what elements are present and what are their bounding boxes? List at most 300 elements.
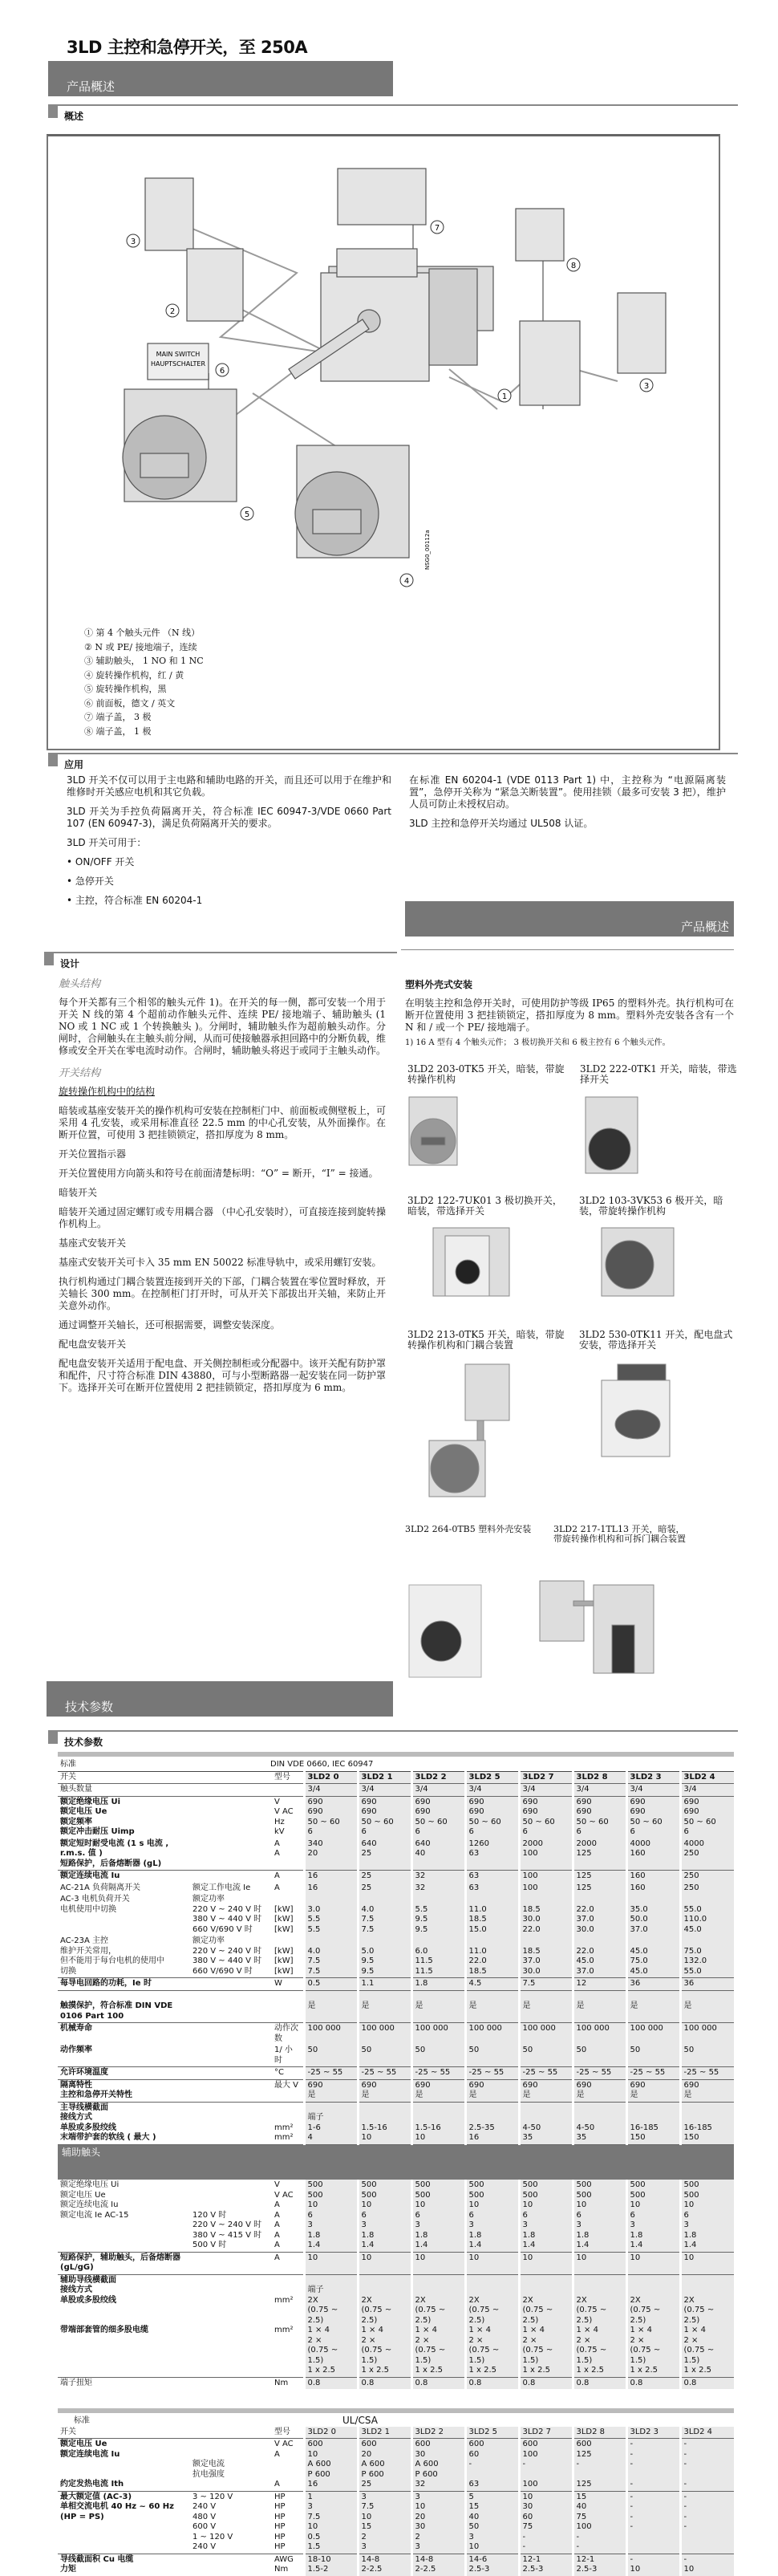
row-label: 开关 <box>60 2427 76 2436</box>
design-paragraph: 暗装开关通过固定螺钉或专用耦合器 （中心孔安装时），可直接连接到旋转操作机构上。 <box>59 1206 386 1229</box>
design-paragraph: 执行机构通过门耦合装置连接到开关的下部，门耦合装置在零位置时释放，开关轴长 300 mm。在控制柜门打开时，可从开关下部拔出开关轴，来防止开关意外动作。 <box>59 1276 387 1311</box>
table-cell: 160 <box>626 1883 680 1895</box>
table-cell: 50 <box>304 2045 358 2067</box>
plastic-enclosure-column <box>405 977 734 1047</box>
callout-3-left <box>127 234 140 247</box>
section-heading-overview: 概述 <box>48 104 738 120</box>
table-row <box>58 1796 734 1839</box>
product-caption: 3LD2 122-7UK01 3 极切换开关，暗装，带选择开关 <box>407 1195 562 1217</box>
table-cell: 10 30 60 75 - - <box>519 2491 573 2554</box>
table-cell: 3LD2 1 <box>358 2427 411 2439</box>
row-label: 额定短时耐受电流 (1 s 电流 , r.m.s. 值 ) 短路保护，后备熔断器 (gL) <box>60 1839 169 1868</box>
application-paragraph: 3LD 开关不仅可以用于主电路和辅助电路的开关，而且还可以用于在维护和维修时开关感应电机和其它负载。 <box>67 774 391 798</box>
legend-item: ⑧ 端子盖， 1 极 <box>84 725 152 737</box>
table-cell: 22.0 45.0 37.0 <box>573 1936 626 1978</box>
table-row <box>58 2023 734 2046</box>
table-cell: -25 ~ 55 <box>411 2067 465 2080</box>
row-unit <box>272 1784 304 1797</box>
row-sublabel <box>190 1839 272 1871</box>
product-photo-2 <box>586 1097 638 1173</box>
row-sublabel <box>190 2554 272 2576</box>
table-cell: 6.0 11.5 11.5 <box>411 1936 465 1978</box>
design-paragraph: 配电盘安装开关适用于配电盘、开关侧控制柜或分配器中。该开关配有防护罩和配件，尺寸符合标准 DIN 43880，可与小型断路器一起安装在同一防护罩下。选择开关可在断开位置使用 2 把挂锁锁定，搭扣厚度为 6 mm。 <box>59 1358 387 1393</box>
table-cell: - 10 <box>680 2554 734 2576</box>
table-cell: - - - - <box>680 2491 734 2554</box>
table-row <box>58 2274 734 2377</box>
table-cell: 3/4 <box>411 1784 465 1797</box>
table-cell: 18-10 1.5-2 <box>304 2554 358 2576</box>
row-label: 额定连续电流 Iu <box>58 1871 190 1883</box>
callout-8 <box>567 258 580 271</box>
row-unit: W <box>272 1978 304 1991</box>
subheading-indicator: 开关位置指示器 <box>59 1148 127 1160</box>
row-unit: [kW] [kW] [kW] <box>274 1946 294 1976</box>
svg-text:3: 3 <box>643 382 650 391</box>
row-label: 隔离特性 主控和急停开关特性 <box>58 2079 190 2102</box>
table-cell: 3LD2 4 <box>680 1771 734 1784</box>
table-cell: 0.8 <box>411 2377 465 2389</box>
table-cell: 500 500 10 6 3 1.8 1.4 <box>680 2180 734 2252</box>
table-cell: 2X (0.75 ~ 2.5) 1 × 4 2 × (0.75 ~ 1.5) 1 x 2.5 <box>411 2274 465 2377</box>
table-cell: 4-50 35 <box>573 2102 626 2144</box>
callout-3-right <box>640 379 653 392</box>
table-cell: 50 <box>411 2045 465 2067</box>
table-cell: 4-50 35 <box>519 2102 573 2144</box>
table-cell: 3LD2 5 <box>465 1771 519 1784</box>
label-plate-text-1: MAIN SWITCH <box>156 351 201 358</box>
table-cell: 100 000 <box>680 2023 734 2046</box>
table-cell: 600 100 - 100 <box>519 2439 573 2492</box>
callout-5 <box>241 507 253 520</box>
table-row <box>58 1894 734 1936</box>
table-cell: - 10 <box>626 2554 680 2576</box>
table-cell: 690 690 50 ~ 60 6 <box>519 1796 573 1839</box>
table-cell: 50 <box>680 2045 734 2067</box>
table-cell: 14-8 2-2.5 <box>358 2554 411 2576</box>
row-unit: V V AC A A A A A <box>274 2180 294 2249</box>
table-row <box>58 2554 734 2576</box>
table-row <box>58 2491 734 2554</box>
table-cell: 3LD2 5 <box>465 2427 519 2439</box>
table-cell: 18.5 37.0 30.0 <box>519 1936 573 1978</box>
table-cell: 1.5-16 10 <box>411 2102 465 2144</box>
table-cell: 3/4 <box>680 1784 734 1797</box>
table-cell: - - - - <box>680 2439 734 2492</box>
table-cell: 250 <box>680 1883 734 1895</box>
row-sublabel <box>190 1871 272 1883</box>
table-cell: 2X (0.75 ~ 2.5) 1 × 4 2 × (0.75 ~ 1.5) 1 x 2.5 <box>626 2274 680 2377</box>
table-cell: 0.8 <box>573 2377 626 2389</box>
section-band-overview: 产品概述 <box>48 61 393 96</box>
drawing-id: NSG0_00112a <box>424 530 431 570</box>
table-cell: 3LD2 4 <box>680 2427 734 2439</box>
table-cell: 2X (0.75 ~ 2.5) 1 × 4 2 × (0.75 ~ 1.5) 1 x 2.5 <box>358 2274 411 2377</box>
table-cell: 4.5 <box>465 1978 519 1991</box>
table-cell: -25 ~ 55 <box>626 2067 680 2080</box>
table-cell: 4000 250 <box>680 1839 734 1871</box>
row-label: AC-23A 主控 维护开关常用， 但不能用于每台电机的使用中 切换 <box>60 1936 164 1976</box>
table-row-aux-heading <box>58 2144 734 2180</box>
row-label: 触头数量 <box>58 1784 190 1797</box>
table-cell: 690 是 <box>680 2079 734 2102</box>
row-label: 触摸保护，符合标准 DIN VDE 0106 Part 100 <box>58 1990 190 2023</box>
table-cell: 690 是 <box>411 2079 465 2102</box>
design-paragraph: 开关位置使用方向箭头和符号在前面清楚标明：“O” = 断开，“I” = 接通。 <box>59 1168 379 1179</box>
application-paragraph: 3LD 开关为手控负荷隔离开关，符合标准 IEC 60947-3/VDE 0660 Part 107 (EN 60947-3)，满足负荷隔离开关的要求。 <box>67 806 391 829</box>
product-photo-4 <box>602 1228 674 1296</box>
application-paragraph: 在标准 EN 60204-1 (VDE 0113 Part 1) 中，主控称为 “电源隔离装置”，急停开关称为 “紧急关断装置”。使用挂锁（最多可安装 3 把），维护人员可防止未授权启动。 <box>409 774 726 810</box>
row-unit: 动作次 数 <box>272 2023 304 2046</box>
bullet-item: • 主控，符合标准 EN 60204-1 <box>67 895 203 906</box>
table-cell: 3LD2 3 <box>626 1771 680 1784</box>
table-cell: 0.8 <box>519 2377 573 2389</box>
design-paragraph: 在明装主控和急停开关时，可使用防护等级 IP65 的塑料外壳。执行机构可在断开位置使用 3 把挂锁锁定，搭扣厚度为 8 mm。塑料外壳安装各含有一个 N 和 / 或一个 PE/ 接地端子。 <box>405 997 734 1033</box>
table-cell: -25 ~ 55 <box>358 2067 411 2080</box>
table-cell: 0.8 <box>626 2377 680 2389</box>
table-cell: 2X (0.75 ~ 2.5) 1 × 4 2 × (0.75 ~ 1.5) 1 x 2.5 <box>519 2274 573 2377</box>
table-cell: 2.5-35 16 <box>465 2102 519 2144</box>
row-unit: A <box>272 1871 304 1883</box>
row-sublabel <box>190 1796 272 1839</box>
table-cell: 690 是 <box>573 2079 626 2102</box>
product-photo-1 <box>409 1097 457 1165</box>
row-sublabel: 额定工作电流 Ie <box>192 1883 251 1892</box>
table-cell: 2X (0.75 ~ 2.5) 1 × 4 2 × (0.75 ~ 1.5) 1 x 2.5 <box>465 2274 519 2377</box>
legend-item: ③ 辅助触头， 1 NO 和 1 NC <box>84 656 204 666</box>
product-photos <box>405 1087 734 1681</box>
table-cell: 3/4 <box>573 1784 626 1797</box>
table-cell: 32 <box>411 1871 465 1883</box>
bullet-item: • 急停开关 <box>67 876 114 887</box>
table-cell: 600 20 A 600 P 600 25 <box>358 2439 411 2492</box>
standard-value: UL/CSA <box>342 2415 378 2426</box>
svg-text:8: 8 <box>570 262 577 270</box>
table-cell: 55.0 110.0 45.0 <box>680 1894 734 1936</box>
table-cell: 10 <box>304 2252 358 2274</box>
table-cell: 50 <box>358 2045 411 2067</box>
table-cell: 10 <box>358 2252 411 2274</box>
table-cell: 160 <box>626 1871 680 1883</box>
subheading-contact: 触头结构 <box>59 978 101 990</box>
section-heading-design: 设计 <box>44 952 397 968</box>
table-cell: 50 <box>465 2045 519 2067</box>
legend-item: ① 第 4 个触头元件 （N 线） <box>84 628 201 638</box>
table-cell: 2X (0.75 ~ 2.5) 1 × 4 2 × (0.75 ~ 1.5) 1 x 2.5 <box>573 2274 626 2377</box>
spacer <box>304 2144 734 2180</box>
table-cell: 690 是 <box>519 2079 573 2102</box>
table-cell: 100 000 <box>465 2023 519 2046</box>
table-cell: - - - - <box>626 2439 680 2492</box>
table-cell: -25 ~ 55 <box>680 2067 734 2080</box>
row-unit: V V AC Hz kV <box>272 1796 304 1839</box>
row-sublabel <box>190 2079 272 2102</box>
svg-text:4: 4 <box>403 577 410 586</box>
row-label: 额定绝缘电压 Ui 额定电压 Ue 额定连续电流 Iu 额定电流 Ie AC-15 <box>60 2180 129 2220</box>
svg-text:6: 6 <box>219 367 225 376</box>
product-caption: 3LD2 213-0TK5 开关，暗装，带旋转操作机构和门耦合装置 <box>407 1329 565 1351</box>
table-row <box>58 2079 734 2102</box>
table-cell: 是 <box>465 1990 519 2023</box>
table-row <box>58 2252 734 2274</box>
table-cell: 125 <box>573 1871 626 1883</box>
table-cell: 600 10 A 600 P 600 16 <box>304 2439 358 2492</box>
row-sublabel <box>190 2102 272 2144</box>
table-cell: 500 500 10 6 3 1.8 1.4 <box>573 2180 626 2252</box>
application-left-column <box>67 774 391 914</box>
product-photo-5 <box>429 1364 509 1497</box>
table-cell: 3 7.5 10 15 2 3 <box>358 2491 411 2554</box>
row-unit: AWG Nm <box>272 2554 304 2576</box>
callout-1 <box>498 389 511 402</box>
table-cell: -25 ~ 55 <box>465 2067 519 2080</box>
table-row <box>58 1839 734 1871</box>
table-cell: 3/4 <box>626 1784 680 1797</box>
subheading-panel: 配电盘安装开关 <box>59 1339 127 1350</box>
table-cell: 100 000 <box>519 2023 573 2046</box>
subheading-flush: 暗装开关 <box>59 1187 98 1198</box>
table-cell: 100 000 <box>573 2023 626 2046</box>
table-cell: 3/4 <box>304 1784 358 1797</box>
table-cell: 1 3 7.5 10 0.5 1.5 <box>304 2491 358 2554</box>
table-cell: 690 是 <box>304 2079 358 2102</box>
label-plate-text-2: HAUPTSCHALTER <box>150 360 206 368</box>
standard-label: 标准 <box>60 1760 76 1769</box>
row-unit: A A <box>274 1839 280 1858</box>
table-cell: 1.8 <box>411 1978 465 1991</box>
table-cell: 端子 1-6 4 <box>304 2102 358 2144</box>
table-cell: 1.5-16 10 <box>358 2102 411 2144</box>
iec-spec-table <box>58 1757 734 2389</box>
design-column <box>59 975 386 1401</box>
standard-value: DIN VDE 0660, IEC 60947 <box>270 1760 374 1769</box>
row-unit: [kW] [kW] [kW] <box>274 1904 294 1934</box>
table-cell: 3LD2 0 <box>304 1771 358 1784</box>
standard-label: 标准 <box>74 2416 90 2425</box>
table-row <box>58 2045 734 2067</box>
table-row-standard <box>58 2413 734 2427</box>
table-cell: 是 <box>626 1990 680 2023</box>
row-unit: A <box>274 1883 280 1892</box>
table-cell: 14-8 2-2.5 <box>411 2554 465 2576</box>
table-cell: 3LD2 2 <box>411 2427 465 2439</box>
table-cell: 690 690 50 ~ 60 6 <box>626 1796 680 1839</box>
row-unit: HP HP HP HP HP HP <box>272 2491 304 2554</box>
table-cell: 5.5 9.5 9.5 <box>411 1894 465 1936</box>
table-cell: 690 690 50 ~ 60 6 <box>680 1796 734 1839</box>
bullet-item: • ON/OFF 开关 <box>67 856 135 867</box>
table-cell: 35.0 50.0 37.0 <box>626 1894 680 1936</box>
table-cell: 50 <box>573 2045 626 2067</box>
row-label: AC-21A 负荷隔离开关 <box>60 1883 140 1892</box>
application-paragraph: 3LD 主控和急停开关均通过 UL508 认证。 <box>409 818 594 829</box>
table-cell: -25 ~ 55 <box>304 2067 358 2080</box>
row-label: 短路保护，辅助触头，后备熔断器 (gL/gG) <box>58 2252 190 2274</box>
table-cell: 16-185 150 <box>626 2102 680 2144</box>
row-sublabel <box>190 2045 272 2067</box>
table-cell: 500 500 10 6 3 1.8 1.4 <box>519 2180 573 2252</box>
table-cell: 3/4 <box>519 1784 573 1797</box>
section-band-overview-right: 产品概述 <box>405 901 734 937</box>
table-cell: 2X (0.75 ~ 2.5) 1 × 4 2 × (0.75 ~ 1.5) 1 x 2.5 <box>680 2274 734 2377</box>
table-cell: 100 <box>519 1871 573 1883</box>
table-cell: 36 <box>626 1978 680 1991</box>
product-caption: 3LD2 217-1TL13 开关，暗装，带旋转操作机构和可拆门耦合装置 <box>553 1524 686 1544</box>
divider <box>401 949 734 950</box>
row-sublabel <box>190 1978 272 1991</box>
product-caption: 3LD2 222-0TK1 开关，暗装，带选择开关 <box>580 1063 737 1085</box>
table-cell: 10 <box>465 2252 519 2274</box>
section-heading-application: 应用 <box>48 753 738 769</box>
table-cell: 5 15 40 50 3 10 <box>465 2491 519 2554</box>
legend-item: ⑤ 旋转操作机构，黑 <box>84 684 167 694</box>
table-cell: 63 <box>465 1871 519 1883</box>
table-cell: 25 <box>358 1871 411 1883</box>
table-cell: 32 <box>411 1883 465 1895</box>
product-caption: 3LD2 530-0TK11 开关，配电盘式安装，带选择开关 <box>579 1329 733 1351</box>
subheading-switch: 开关结构 <box>59 1067 101 1079</box>
table-cell: 3LD2 7 <box>519 2427 573 2439</box>
svg-text:1: 1 <box>501 392 508 401</box>
table-cell: 45.0 75.0 45.0 <box>626 1936 680 1978</box>
table-cell: 3.0 5.5 5.5 <box>304 1894 358 1936</box>
legend-item: ② N 或 PE/ 接地端子，连续 <box>84 641 197 652</box>
table-cell: 100 000 <box>358 2023 411 2046</box>
table-cell: 500 500 10 6 3 1.8 1.4 <box>304 2180 358 2252</box>
table-cell: 640 40 <box>411 1839 465 1871</box>
table-cell: 640 25 <box>358 1839 411 1871</box>
row-unit: V AC A A <box>272 2439 304 2492</box>
row-unit: 1/ 小时 <box>274 2046 293 2065</box>
table-cell: 7.5 <box>519 1978 573 1991</box>
aux-contacts-heading: 辅助触头 <box>58 2144 304 2180</box>
table-cell: 端子 2X (0.75 ~ 2.5) 1 × 4 2 × (0.75 ~ 1.5) 1 x 2.5 <box>304 2274 358 2377</box>
table-cell: 690 690 50 ~ 60 6 <box>465 1796 519 1839</box>
table-row <box>58 2180 734 2252</box>
design-paragraph: 暗装或基座安装开关的操作机构可安装在控制柜门中、前面板或侧壁板上，可采用 4 孔安装，或采用标准直径 22.5 mm 的中心孔安装，从外面操作。在断开位置，可使用 3 把挂锁锁定，搭扣厚度为 8 mm。 <box>59 1105 387 1140</box>
table-cell: 100 <box>519 1883 573 1895</box>
product-caption: 3LD2 264-0TB5 塑料外壳安装 <box>405 1524 532 1534</box>
table-row <box>58 2102 734 2144</box>
table-cell: 0.8 <box>304 2377 358 2389</box>
row-unit: A <box>272 2252 304 2274</box>
row-sublabel <box>190 2377 272 2389</box>
tech-table-ul <box>58 2408 734 2576</box>
legend-item: ④ 旋转操作机构，红 / 黄 <box>84 669 184 681</box>
product-photo-3 <box>433 1228 509 1296</box>
row-unit: mm² mm² <box>272 2102 304 2144</box>
table-row <box>58 1883 734 1895</box>
svg-text:7: 7 <box>434 224 440 233</box>
table-cell: 4000 160 <box>626 1839 680 1871</box>
row-label: 端子扭矩 <box>58 2377 190 2389</box>
row-sublabel <box>190 1990 272 2023</box>
section-heading-tech: 技术参数 <box>48 1730 738 1746</box>
subheading-rotary: 旋转操作机构中的结构 <box>59 1086 156 1097</box>
table-cell: 16 <box>304 1871 358 1883</box>
row-label: 允许环境温度 <box>58 2067 190 2080</box>
legend-item: ⑥ 前面板，德文 / 英文 <box>84 697 176 709</box>
row-sublabel: 额定功率 220 V ~ 240 V 时 380 V ~ 440 V 时 660 V/690 V 时 <box>192 1895 262 1934</box>
table-cell: 3LD2 8 <box>573 1771 626 1784</box>
section-band-tech: 技术参数 <box>47 1681 393 1717</box>
product-caption: 3LD2 203-0TK5 开关，暗装，带旋转操作机构 <box>407 1063 565 1085</box>
table-cell: 12 <box>573 1978 626 1991</box>
callout-7 <box>431 221 444 234</box>
row-label: 额定电压 Ue 额定连续电流 Iu 约定发热电流 Ith <box>58 2439 190 2492</box>
table-cell: 3LD2 7 <box>519 1771 573 1784</box>
table-cell: 5.0 9.5 9.5 <box>358 1936 411 1978</box>
table-cell: 3LD2 8 <box>573 2427 626 2439</box>
table-cell: 50 <box>519 2045 573 2067</box>
table-cell: 3/4 <box>465 1784 519 1797</box>
table-cell: 600 60 - 63 <box>465 2439 519 2492</box>
row-label: AC-3 电机负荷开关 电机使用中切换 <box>60 1895 130 1914</box>
table-cell: 4.0 7.5 7.5 <box>304 1936 358 1978</box>
subheading-plastic: 塑料外壳式安装 <box>405 979 473 990</box>
table-cell: 16-185 150 <box>680 2102 734 2144</box>
row-unit: 最大 V <box>272 2079 304 2102</box>
row-label: 辅助导线横截面 接线方式 单股或多股绞线 带端部套管的细多股电缆 <box>58 2274 190 2377</box>
table-cell: 50 <box>626 2045 680 2067</box>
table-row <box>58 2439 734 2492</box>
row-sublabel <box>190 2274 272 2377</box>
table-cell: 250 <box>680 1871 734 1883</box>
table-cell: 690 690 50 ~ 60 6 <box>358 1796 411 1839</box>
table-cell: 36 <box>680 1978 734 1991</box>
subheading-base: 基座式安装开关 <box>59 1237 127 1249</box>
table-row <box>58 1871 734 1883</box>
tech-tables <box>58 1752 734 2576</box>
table-row <box>58 1990 734 2023</box>
row-label: 机械寿命 <box>58 2023 190 2046</box>
table-cell: 10 <box>573 2252 626 2274</box>
table-row <box>58 1784 734 1797</box>
row-unit: °C <box>272 2067 304 2080</box>
table-cell: 11.0 18.5 15.0 <box>465 1894 519 1936</box>
table-cell: 690 690 50 ~ 60 6 <box>411 1796 465 1839</box>
legend-item: ⑦ 端子盖， 3 极 <box>84 712 152 722</box>
table-cell: 12-1 2.5-3 <box>573 2554 626 2576</box>
table-row <box>58 2067 734 2080</box>
table-cell: 15 40 75 100 - - <box>573 2491 626 2554</box>
table-cell: 3/4 <box>358 1784 411 1797</box>
product-photo-7 <box>409 1585 481 1677</box>
ul-spec-table <box>58 2413 734 2576</box>
table-cell: 3 10 20 30 2 3 <box>411 2491 465 2554</box>
table-cell: - - - - <box>626 2491 680 2554</box>
svg-text:3: 3 <box>130 238 136 246</box>
table-cell: 25 <box>358 1883 411 1895</box>
table-cell: 3LD2 0 <box>304 2427 358 2439</box>
row-sublabel <box>190 2067 272 2080</box>
table-cell: 600 30 A 600 P 600 32 <box>411 2439 465 2492</box>
row-unit: 型号 <box>274 1772 290 1782</box>
table-cell: 2000 100 <box>519 1839 573 1871</box>
exploded-view-diagram <box>48 136 719 618</box>
page-title: 3LD 主控和急停开关，至 250A <box>67 38 308 57</box>
table-cell: -25 ~ 55 <box>573 2067 626 2080</box>
table-cell: 是 <box>519 1990 573 2023</box>
table-cell: 600 125 - 125 <box>573 2439 626 2492</box>
row-sublabel <box>190 2252 272 2274</box>
table-row <box>58 1771 734 1784</box>
table-cell: 0.8 <box>465 2377 519 2389</box>
row-label: 动作频率 <box>60 2046 92 2054</box>
table-cell: 是 <box>358 1990 411 2023</box>
table-cell: 690 是 <box>465 2079 519 2102</box>
table-cell: 125 <box>573 1883 626 1895</box>
table-row <box>58 1978 734 1991</box>
